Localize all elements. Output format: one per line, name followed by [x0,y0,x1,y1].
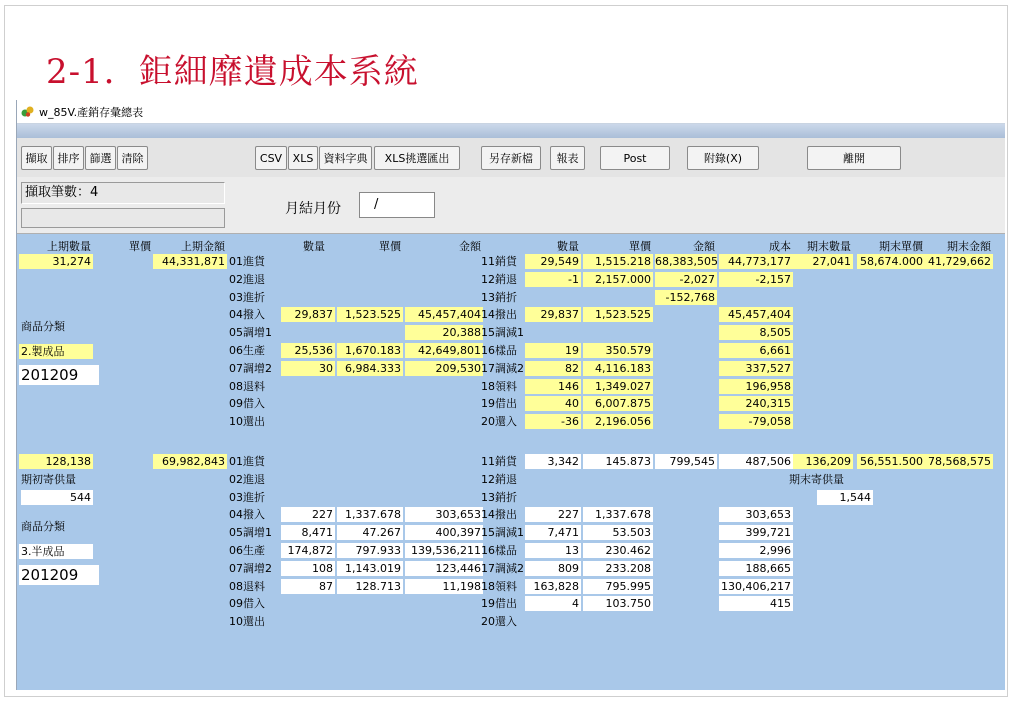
in-code-label: 03進折 [229,291,265,304]
out-code-label: 20還入 [481,415,517,428]
out-cost-cell: -79,058 [719,414,793,429]
end-amount-field: 78,568,575 [925,454,993,469]
out-qty-cell: 82 [525,361,581,376]
out-price-cell: 350.579 [583,343,653,358]
data-dictionary-button[interactable]: 資料字典 [319,146,372,170]
out-code-label: 16樣品 [481,544,517,557]
out-qty-cell: 809 [525,561,581,576]
out-cost-cell: 415 [719,596,793,611]
out-cost-cell: -2,157 [719,272,793,287]
end-qty-field: 27,041 [789,254,853,269]
save-as-button[interactable]: 另存新檔 [481,146,541,170]
header-in-amount: 金額 [459,240,481,253]
out-code-label: 18領料 [481,580,517,593]
header-out-qty: 數量 [557,240,579,253]
fetch-button[interactable]: 擷取 [21,146,52,170]
toolbar [17,138,1005,178]
out-amount-cell: -2,027 [655,272,717,287]
in-price-cell: 797.933 [337,543,403,558]
info-bar [17,177,1005,234]
out-cost-cell: 303,653 [719,507,793,522]
out-code-label: 18領料 [481,380,517,393]
in-amount-cell: 42,649,801 [405,343,483,358]
in-code-label: 04撥入 [229,308,265,321]
out-code-label: 11銷貨 [481,255,517,268]
record-count: 擷取筆數：4 [21,182,225,204]
in-code-label: 08退料 [229,580,265,593]
out-price-cell: 233.208 [583,561,653,576]
end-price-field: 58,674.000 [857,254,925,269]
header-prev-qty: 上期數量 [47,240,91,253]
out-qty-cell: -1 [525,272,581,287]
out-cost-cell: 196,958 [719,379,793,394]
out-qty-cell: 227 [525,507,581,522]
in-qty-cell: 29,837 [281,307,335,322]
out-qty-cell: 163,828 [525,579,581,594]
in-price-cell: 1,670.183 [337,343,403,358]
out-cost-cell: 240,315 [719,396,793,411]
sort-button[interactable]: 排序 [53,146,84,170]
out-code-label: 15調減1 [481,326,524,339]
out-price-cell: 4,116.183 [583,361,653,376]
status-field [21,208,225,228]
out-code-label: 16樣品 [481,344,517,357]
in-qty-cell: 25,536 [281,343,335,358]
clear-button[interactable]: 清除 [117,146,148,170]
out-qty-cell: -36 [525,414,581,429]
in-qty-cell: 108 [281,561,335,576]
exit-button[interactable]: 離開 [807,146,901,170]
in-code-label: 01進貨 [229,255,265,268]
consign-field: 544 [21,490,93,505]
prev-qty-field: 31,274 [19,254,93,269]
in-price-cell: 128.713 [337,579,403,594]
out-price-cell: 6,007.875 [583,396,653,411]
header-end-qty: 期末數量 [807,240,851,253]
out-code-label: 14撥出 [481,308,517,321]
out-price-cell: 230.462 [583,543,653,558]
month-label: 月結月份 [285,201,341,217]
in-qty-cell: 227 [281,507,335,522]
out-cost-cell: 130,406,217 [719,579,793,594]
in-price-cell: 1,143.019 [337,561,403,576]
category-label: 商品分類 [21,320,65,333]
out-code-label: 17調減2 [481,562,524,575]
out-price-cell: 2,196.056 [583,414,653,429]
menu-band [17,124,1005,138]
out-price-cell: 1,337.678 [583,507,653,522]
filter-button[interactable]: 篩選 [85,146,116,170]
out-price-cell: 795.995 [583,579,653,594]
in-amount-cell: 45,457,404 [405,307,483,322]
month-input[interactable]: / [359,192,435,218]
in-price-cell: 47.267 [337,525,403,540]
category-field: 2.製成品 [19,344,93,359]
in-amount-cell: 139,536,211 [405,543,483,558]
out-amount-cell: -152,768 [655,290,717,305]
out-code-label: 12銷退 [481,273,517,286]
prev-amount-field: 69,982,843 [153,454,227,469]
header-in-qty: 數量 [303,240,325,253]
out-price-cell: 1,523.525 [583,307,653,322]
prev-qty-field: 128,138 [19,454,93,469]
out-price-cell: 1,349.027 [583,379,653,394]
out-code-label: 13銷折 [481,291,517,304]
in-amount-cell: 20,388 [405,325,483,340]
header-prev-amount: 上期金額 [181,240,225,253]
in-code-label: 09借入 [229,397,265,410]
out-price-cell: 53.503 [583,525,653,540]
out-code-label: 13銷折 [481,491,517,504]
header-end-amount: 期末金額 [947,240,991,253]
period-field: 201209 [19,365,99,385]
in-amount-cell: 11,198 [405,579,483,594]
out-qty-cell: 13 [525,543,581,558]
in-code-label: 05調增1 [229,526,272,539]
out-cost-cell: 399,721 [719,525,793,540]
header-out-price: 單價 [629,240,651,253]
in-code-label: 10還出 [229,415,265,428]
out-code-label: 12銷退 [481,473,517,486]
out-cost-cell: 8,505 [719,325,793,340]
in-qty-cell: 8,471 [281,525,335,540]
out-code-label: 20還入 [481,615,517,628]
in-code-label: 07調增2 [229,562,272,575]
end-price-field: 56,551.500 [857,454,925,469]
out-cost-cell: 45,457,404 [719,307,793,322]
csv-button[interactable]: CSV [255,146,287,170]
consign-label: 期初寄供量 [21,473,76,486]
end-consign-label: 期末寄供量 [789,473,844,486]
out-price-cell: 145.873 [583,454,653,469]
in-code-label: 02進退 [229,273,265,286]
out-cost-cell: 188,665 [719,561,793,576]
in-amount-cell: 400,397 [405,525,483,540]
out-qty-cell: 3,342 [525,454,581,469]
window-title: w_85V.產銷存彙總表 [39,106,144,119]
out-code-label: 14撥出 [481,508,517,521]
header-cost: 成本 [769,240,791,253]
slide-title: 2-1．鉅細靡遺成本系統 [46,52,419,92]
in-code-label: 06生產 [229,544,265,557]
in-code-label: 07調增2 [229,362,272,375]
prev-amount-field: 44,331,871 [153,254,227,269]
app-icon [21,105,34,118]
out-code-label: 17調減2 [481,362,524,375]
in-code-label: 02進退 [229,473,265,486]
out-price-cell: 103.750 [583,596,653,611]
in-code-label: 08退料 [229,380,265,393]
out-qty-cell: 40 [525,396,581,411]
in-price-cell: 1,337.678 [337,507,403,522]
out-amount-cell: 799,545 [655,454,717,469]
header-out-amount: 金額 [693,240,715,253]
out-cost-cell: 6,661 [719,343,793,358]
out-qty-cell: 19 [525,343,581,358]
out-code-label: 19借出 [481,397,517,410]
header-in-price: 單價 [379,240,401,253]
out-price-cell: 2,157.000 [583,272,653,287]
in-code-label: 01進貨 [229,455,265,468]
in-qty-cell: 87 [281,579,335,594]
in-amount-cell: 303,653 [405,507,483,522]
report-window [16,100,1005,690]
xls-button[interactable]: XLS [288,146,318,170]
out-qty-cell: 7,471 [525,525,581,540]
in-code-label: 10還出 [229,615,265,628]
in-code-label: 09借入 [229,597,265,610]
window-titlebar [17,100,1005,124]
out-qty-cell: 4 [525,596,581,611]
in-qty-cell: 30 [281,361,335,376]
in-qty-cell: 174,872 [281,543,335,558]
period-field: 201209 [19,565,99,585]
in-amount-cell: 209,530 [405,361,483,376]
in-price-cell: 1,523.525 [337,307,403,322]
out-qty-cell: 29,549 [525,254,581,269]
in-code-label: 03進折 [229,491,265,504]
in-amount-cell: 123,446 [405,561,483,576]
out-qty-cell: 146 [525,379,581,394]
in-code-label: 06生產 [229,344,265,357]
header-end-price: 期末單價 [879,240,923,253]
header-unit-price: 單價 [129,240,151,253]
out-qty-cell: 29,837 [525,307,581,322]
report-button[interactable]: 報表 [550,146,585,170]
in-code-label: 04撥入 [229,508,265,521]
in-code-label: 05調增1 [229,326,272,339]
post-button[interactable]: Post [600,146,670,170]
in-price-cell: 6,984.333 [337,361,403,376]
out-amount-cell: 68,383,505 [655,255,718,268]
end-consign-field: 1,544 [817,490,873,505]
summary-grid [17,234,1005,690]
out-cost-cell: 2,996 [719,543,793,558]
out-code-label: 15調減1 [481,526,524,539]
end-amount-field: 41,729,662 [925,254,993,269]
out-code-label: 11銷貨 [481,455,517,468]
category-field: 3.半成品 [19,544,93,559]
out-cost-cell: 487,506 [719,454,793,469]
attachment-button[interactable]: 附錄(X) [687,146,759,170]
end-qty-field: 136,209 [789,454,853,469]
out-cost-cell: 44,773,177 [719,254,793,269]
out-price-cell: 1,515.218 [583,254,653,269]
out-cost-cell: 337,527 [719,361,793,376]
xls-export-button[interactable]: XLS挑選匯出 [374,146,460,170]
out-code-label: 19借出 [481,597,517,610]
category-label: 商品分類 [21,520,65,533]
